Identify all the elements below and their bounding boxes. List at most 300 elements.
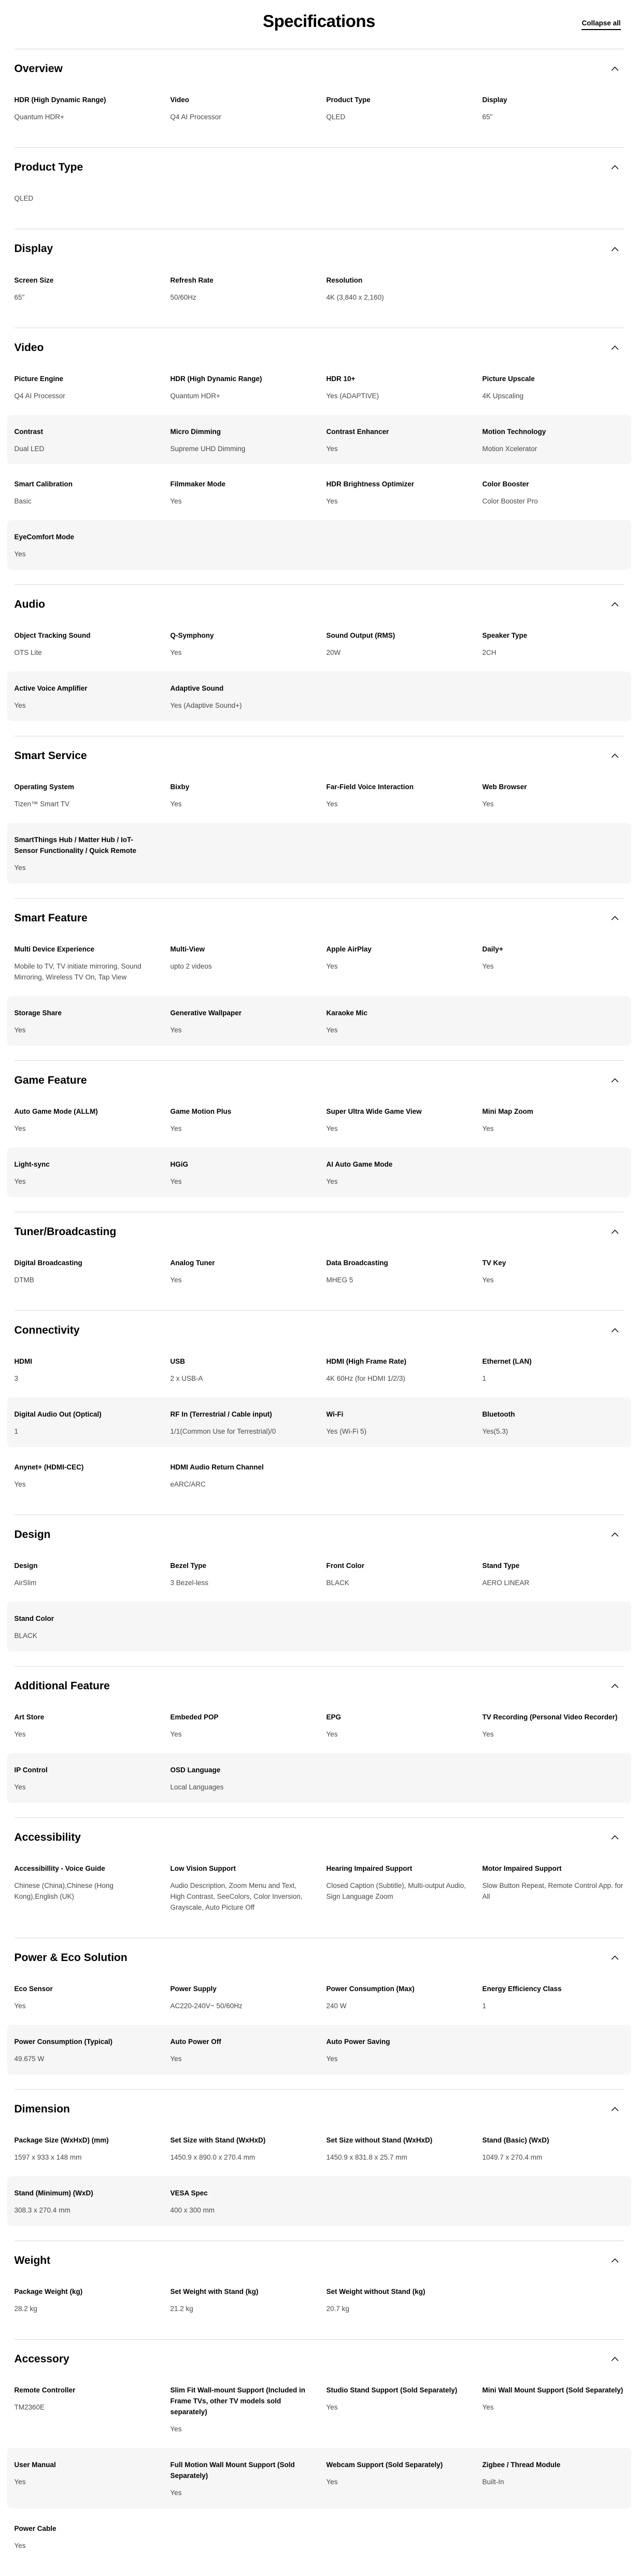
spec-item: [15, 1765, 156, 1793]
spec-value: Yes: [170, 1730, 182, 1739]
spec-item: [327, 95, 468, 123]
chevron-up-icon: [611, 1532, 619, 1537]
spec-label: User Manual: [14, 2460, 56, 2469]
section-header: [15, 597, 624, 611]
spec-label: Motion Technology: [482, 427, 546, 436]
spec-label: Q-Symphony: [170, 632, 214, 640]
section-collapse-button[interactable]: [608, 1832, 622, 1843]
spec-label: SmartThings Hub / Matter Hub / IoT-Sensor Functionality / Quick Remote: [14, 836, 137, 855]
spec-value: Color Booster Pro: [482, 497, 538, 506]
spec-item: [483, 427, 624, 455]
spec-value: Yes: [14, 1730, 26, 1739]
spec-label: Picture Engine: [14, 374, 64, 383]
spec-value: 1: [14, 1427, 19, 1436]
spec-label: OSD Language: [170, 1766, 221, 1774]
spec-item: [171, 2188, 312, 2216]
spec-value: Yes: [170, 800, 182, 808]
spec-value: 4K (3,840 x 2,160): [326, 293, 384, 301]
spec-value: Yes: [482, 2403, 494, 2412]
spec-item: [171, 1712, 312, 1740]
spec-item: [171, 2135, 312, 2163]
spec-label: HDMI Audio Return Channel: [170, 1463, 264, 1472]
spec-label: Set Size with Stand (WxHxD): [170, 2136, 266, 2145]
spec-item: [483, 631, 624, 659]
spec-item: [483, 1712, 624, 1740]
section-collapse-button[interactable]: [608, 162, 622, 173]
spec-label: Package Weight (kg): [14, 2288, 83, 2296]
section-design: [15, 1515, 624, 1666]
spec-item: [15, 2135, 156, 2163]
section-rows: [15, 2373, 624, 2561]
section-collapse-button[interactable]: [608, 913, 622, 923]
spec-value: QLED: [326, 113, 346, 121]
spec-row: [7, 2275, 631, 2325]
spec-label: Set Size without Stand (WxHxD): [326, 2136, 433, 2145]
spec-row: [7, 83, 631, 133]
spec-value: Audio Description, Zoom Menu and Text, High Contrast, SeeColors, Color Inversion, Grayscale, Auto Picture Off: [170, 1882, 303, 1911]
spec-item: [15, 683, 156, 711]
section-collapse-button[interactable]: [608, 244, 622, 255]
section-accessibility: [15, 1817, 624, 1938]
spec-item: [15, 532, 156, 560]
spec-label: Full Motion Wall Mount Support (Sold Separately): [170, 2460, 295, 2480]
chevron-up-icon: [611, 2258, 619, 2263]
spec-value: DTMB: [14, 1276, 34, 1284]
spec-item: [171, 631, 312, 659]
spec-item: [171, 374, 312, 402]
spec-item: [15, 193, 156, 204]
spec-value: 4K 60Hz (for HDMI 1/2/3): [326, 1375, 405, 1383]
spec-row: [7, 996, 631, 1046]
spec-item: [327, 2385, 468, 2435]
spec-item: [171, 2037, 312, 2065]
section-rows: [15, 1852, 624, 1923]
section-title: Design: [14, 1528, 51, 1541]
section-rows: [15, 2123, 624, 2226]
spec-item: [15, 1159, 156, 1187]
section-header: [15, 2352, 624, 2366]
spec-item: [171, 782, 312, 810]
spec-label: Low Vision Support: [170, 1865, 236, 1873]
spec-label: Color Booster: [482, 480, 529, 488]
spec-value: AC220-240V~ 50/60Hz: [170, 2002, 243, 2010]
spec-label: Karaoke Mic: [326, 1009, 368, 1017]
spec-row: [7, 1397, 631, 1447]
spec-row: [7, 1602, 631, 1651]
spec-value: Yes: [326, 1026, 338, 1034]
spec-item: [15, 1409, 156, 1437]
spec-value: 28.2 kg: [14, 2305, 37, 2313]
spec-item: [483, 374, 624, 402]
spec-label: Mini Wall Mount Support (Sold Separately): [482, 2386, 623, 2395]
spec-label: HDMI (High Frame Rate): [326, 1357, 407, 1366]
spec-value: Yes: [170, 1178, 182, 1186]
chevron-up-icon: [611, 1078, 619, 1083]
spec-label: Analog Tuner: [170, 1259, 215, 1267]
spec-value: 4K Upscaling: [482, 391, 524, 400]
section-display: [15, 229, 624, 327]
spec-row: [7, 1753, 631, 1803]
section-header: [15, 1951, 624, 1965]
spec-label: TV Recording (Personal Video Recorder): [482, 1713, 618, 1721]
spec-item: [483, 782, 624, 810]
section-audio: [15, 584, 624, 736]
spec-value: 2 x USB-A: [170, 1375, 203, 1383]
spec-label: Power Consumption (Typical): [14, 2038, 113, 2046]
section-collapse-button[interactable]: [608, 1952, 622, 1963]
section-collapse-button[interactable]: [608, 1325, 622, 1336]
spec-item: [15, 2188, 156, 2216]
spec-item: [15, 1107, 156, 1135]
spec-label: Video: [170, 96, 190, 104]
spec-row: [7, 1852, 631, 1923]
spec-item: [483, 95, 624, 123]
spec-value: Motion Xcelerator: [482, 444, 537, 453]
section-rows: [15, 1549, 624, 1651]
spec-label: Game Motion Plus: [170, 1108, 232, 1116]
spec-label: Contrast Enhancer: [326, 427, 389, 436]
spec-label: Bixby: [170, 783, 190, 791]
spec-item: [327, 479, 468, 507]
spec-row: [7, 2025, 631, 2075]
section-title: Accessory: [14, 2353, 69, 2365]
spec-label: Screen Size: [14, 276, 54, 284]
spec-item: [327, 275, 468, 303]
spec-label: Bezel Type: [170, 1562, 207, 1570]
spec-item: [327, 427, 468, 455]
spec-value: Yes: [170, 497, 182, 506]
spec-label: Design: [14, 1562, 38, 1570]
spec-label: Motor Impaired Support: [482, 1865, 562, 1873]
section-collapse-button[interactable]: [608, 63, 622, 74]
section-header: [15, 1073, 624, 1087]
spec-label: Wi-Fi: [326, 1410, 344, 1419]
spec-value: Yes: [14, 550, 26, 558]
spec-row: [7, 823, 631, 884]
chevron-up-icon: [611, 247, 619, 251]
spec-label: Zigbee / Thread Module: [482, 2460, 561, 2469]
spec-item: [171, 95, 312, 123]
spec-row: [7, 2176, 631, 2226]
spec-label: Storage Share: [14, 1009, 62, 1017]
spec-value: Yes: [326, 444, 338, 453]
spec-label: Digital Broadcasting: [14, 1259, 82, 1267]
chevron-up-icon: [611, 2357, 619, 2361]
spec-value: Q4 AI Processor: [14, 391, 65, 400]
section-title: Weight: [14, 2254, 51, 2266]
section-rows: [15, 83, 624, 133]
spec-item: [483, 1984, 624, 2012]
spec-item: [327, 1561, 468, 1589]
spec-value: Yes: [14, 2002, 26, 2010]
spec-item: [15, 944, 156, 983]
section-overview: [15, 49, 624, 147]
spec-item: [15, 374, 156, 402]
chevron-up-icon: [611, 753, 619, 758]
spec-item: [15, 479, 156, 507]
spec-item: [327, 1258, 468, 1286]
chevron-up-icon: [611, 345, 619, 350]
section-header: [15, 62, 624, 76]
chevron-up-icon: [611, 1328, 619, 1333]
spec-item: [15, 1008, 156, 1036]
spec-item: [483, 1356, 624, 1384]
section-collapse-button[interactable]: [608, 599, 622, 610]
spec-label: HDR 10+: [326, 374, 356, 383]
spec-value: Yes: [482, 800, 494, 808]
spec-label: Power Supply: [170, 1985, 217, 1993]
spec-row: [7, 932, 631, 993]
spec-label: Mini Map Zoom: [482, 1108, 533, 1116]
section-rows: [15, 362, 624, 570]
spec-label: Multi Device Experience: [14, 945, 95, 954]
section-collapse-button[interactable]: [608, 1226, 622, 1237]
spec-value: Q4 AI Processor: [170, 113, 221, 121]
section-header: [15, 1323, 624, 1337]
section-rows: [15, 263, 624, 313]
spec-value: 1597 x 933 x 148 mm: [14, 2153, 82, 2162]
section-power-eco-solution: [15, 1938, 624, 2089]
spec-row: [7, 770, 631, 820]
section-collapse-button[interactable]: [608, 2104, 622, 2115]
spec-value: Yes: [326, 1178, 338, 1186]
section-collapse-button[interactable]: [608, 2354, 622, 2364]
spec-item: [171, 1008, 312, 1036]
spec-label: Contrast: [14, 427, 44, 436]
spec-label: Web Browser: [482, 783, 527, 791]
spec-row: [7, 619, 631, 668]
spec-row: [7, 2123, 631, 2173]
spec-value: 308.3 x 270.4 mm: [14, 2206, 70, 2214]
spec-label: Eco Sensor: [14, 1985, 53, 1993]
section-product-type: [15, 147, 624, 229]
section-header: [15, 2253, 624, 2267]
spec-item: [327, 374, 468, 402]
section-rows: [15, 619, 624, 721]
spec-row: [7, 1095, 631, 1144]
spec-value: Yes: [482, 1125, 494, 1133]
spec-value: Yes: [482, 962, 494, 971]
spec-label: Bluetooth: [482, 1410, 515, 1419]
spec-value: Mobile to TV, TV initiate mirroring, Sound Mirroring, Wireless TV On, Tap View: [14, 962, 141, 982]
spec-value: Yes: [482, 1276, 494, 1284]
spec-item: [327, 1008, 468, 1036]
spec-label: Ethernet (LAN): [482, 1357, 532, 1366]
spec-item: [15, 275, 156, 303]
spec-label: Accessibillity - Voice Guide: [14, 1865, 105, 1873]
spec-label: Hearing Impaired Support: [326, 1865, 413, 1873]
spec-label: Light-sync: [14, 1160, 50, 1169]
spec-value: Yes(5.3): [482, 1427, 508, 1436]
spec-label: HGiG: [170, 1160, 189, 1169]
spec-item: [15, 1561, 156, 1589]
collapse-all-link[interactable]: Collapse all: [582, 20, 620, 30]
spec-value: Yes: [14, 1125, 26, 1133]
spec-value: Yes: [326, 2477, 338, 2486]
spec-label: Stand Type: [482, 1562, 520, 1570]
spec-label: Set Weight without Stand (kg): [326, 2288, 426, 2296]
spec-item: [15, 2385, 156, 2435]
section-collapse-button[interactable]: [608, 2255, 622, 2266]
spec-item: [171, 1984, 312, 2012]
spec-value: Local Languages: [170, 1783, 224, 1791]
section-connectivity: [15, 1310, 624, 1515]
spec-label: Art Store: [14, 1713, 45, 1721]
section-collapse-button[interactable]: [608, 342, 622, 353]
section-video: [15, 328, 624, 585]
spec-label: Package Size (WxHxD) (mm): [14, 2136, 109, 2145]
spec-row: [7, 1345, 631, 1394]
spec-value: upto 2 videos: [170, 962, 212, 971]
spec-item: [15, 1864, 156, 1913]
spec-value: Yes: [14, 1480, 26, 1488]
section-dimension: [15, 2089, 624, 2241]
spec-item: [15, 1356, 156, 1384]
spec-label: TV Key: [482, 1259, 506, 1267]
spec-value: Yes: [14, 864, 26, 872]
section-title: Display: [14, 243, 53, 255]
spec-item: [15, 1462, 156, 1490]
spec-label: EPG: [326, 1713, 342, 1721]
section-rows: [15, 770, 624, 884]
spec-value: AirSlim: [14, 1579, 37, 1587]
section-rows: [15, 932, 624, 1046]
section-title: Power & Eco Solution: [14, 1951, 127, 1964]
spec-label: Set Weight with Stand (kg): [170, 2288, 259, 2296]
section-header: [15, 341, 624, 355]
section-rows: [15, 1700, 624, 1803]
spec-value: 65": [482, 113, 493, 121]
spec-item: [483, 1864, 624, 1913]
section-rows: [15, 1345, 624, 1500]
spec-label: Auto Game Mode (ALLM): [14, 1108, 98, 1116]
spec-value: Yes: [14, 702, 26, 710]
spec-item: [327, 631, 468, 659]
spec-value: Yes: [14, 1178, 26, 1186]
section-header: [15, 1225, 624, 1239]
spec-item: [171, 1462, 312, 1490]
spec-value: Yes (Wi-Fi 5): [326, 1427, 367, 1436]
spec-value: Yes: [326, 962, 338, 971]
spec-label: Active Voice Amplifier: [14, 684, 88, 693]
spec-label: Auto Power Saving: [326, 2038, 390, 2046]
spec-item: [483, 1409, 624, 1437]
section-collapse-button[interactable]: [608, 1529, 622, 1540]
spec-item: [171, 2287, 312, 2315]
section-accessory: [15, 2339, 624, 2576]
section-header: [15, 911, 624, 925]
section-title: Overview: [14, 63, 63, 75]
spec-value: Yes: [14, 2541, 26, 2550]
spec-item: [483, 1107, 624, 1135]
spec-item: [171, 683, 312, 711]
spec-value: Tizen™ Smart TV: [14, 800, 70, 808]
section-rows: [15, 181, 624, 214]
section-header: [15, 1830, 624, 1844]
spec-label: HDR (High Dynamic Range): [170, 374, 262, 383]
section-collapse-button[interactable]: [608, 1075, 622, 1086]
section-title: Game Feature: [14, 1074, 87, 1086]
spec-value: 20.7 kg: [326, 2305, 349, 2313]
section-collapse-button[interactable]: [608, 1681, 622, 1691]
section-rows: [15, 2275, 624, 2325]
spec-value: eARC/ARC: [170, 1480, 206, 1488]
spec-item: [171, 1107, 312, 1135]
section-weight: [15, 2241, 624, 2339]
section-header: [15, 1528, 624, 1542]
spec-label: Object Tracking Sound: [14, 632, 91, 640]
spec-label: Webcam Support (Sold Separately): [326, 2460, 443, 2469]
spec-item: [15, 1712, 156, 1740]
spec-value: 50/60Hz: [170, 293, 196, 301]
spec-label: Generative Wallpaper: [170, 1009, 242, 1017]
spec-value: Yes: [170, 1026, 182, 1034]
spec-label: Front Color: [326, 1562, 364, 1570]
spec-value: Yes: [14, 1783, 26, 1791]
spec-value: Yes: [326, 2403, 338, 2412]
spec-item: [327, 1712, 468, 1740]
sections-container: [15, 49, 624, 2576]
spec-row: [7, 181, 631, 214]
spec-label: Embeded POP: [170, 1713, 219, 1721]
spec-item: [15, 427, 156, 455]
spec-value: 20W: [326, 649, 341, 657]
section-header: [15, 2102, 624, 2116]
spec-label: Apple AirPlay: [326, 945, 372, 954]
chevron-up-icon: [611, 165, 619, 170]
section-header: [15, 242, 624, 256]
spec-label: Power Consumption (Max): [326, 1985, 415, 1993]
spec-value: Yes: [14, 2477, 26, 2486]
spec-value: Yes: [170, 2054, 182, 2063]
spec-value: Yes: [170, 2425, 182, 2433]
spec-value: 240 W: [326, 2002, 347, 2010]
spec-item: [327, 2135, 468, 2163]
spec-value: Yes (ADAPTIVE): [326, 391, 379, 400]
spec-label: IP Control: [14, 1766, 48, 1774]
page-header: [15, 8, 624, 43]
spec-value: BLACK: [14, 1631, 37, 1640]
spec-item: [171, 2385, 312, 2435]
section-collapse-button[interactable]: [608, 750, 622, 761]
spec-item: [171, 944, 312, 983]
spec-value: Yes: [326, 497, 338, 506]
spec-value: QLED: [14, 194, 34, 203]
spec-label: Stand (Basic) (WxD): [482, 2136, 549, 2145]
spec-value: TM2360E: [14, 2403, 45, 2412]
section-title: Smart Feature: [14, 912, 88, 925]
spec-item: [483, 2135, 624, 2163]
spec-row: [7, 467, 631, 517]
spec-value: Basic: [14, 497, 32, 506]
spec-item: [15, 1258, 156, 1286]
spec-label: Operating System: [14, 783, 75, 791]
spec-value: BLACK: [326, 1579, 349, 1587]
spec-item: [15, 782, 156, 810]
spec-value: 1049.7 x 270.4 mm: [482, 2153, 543, 2162]
section-header: [15, 749, 624, 763]
spec-row: [7, 1972, 631, 2022]
spec-item: [327, 1159, 468, 1187]
spec-value: Yes (Adaptive Sound+): [170, 702, 242, 710]
spec-item: [327, 944, 468, 983]
spec-value: 1: [482, 1375, 487, 1383]
section-title: Product Type: [14, 161, 83, 174]
spec-row: [7, 1450, 631, 1500]
spec-value: Closed Caption (Subtitle), Multi-output Audio, Sign Language Zoom: [326, 1882, 466, 1901]
spec-item: [15, 1984, 156, 2012]
section-title: Audio: [14, 598, 45, 611]
